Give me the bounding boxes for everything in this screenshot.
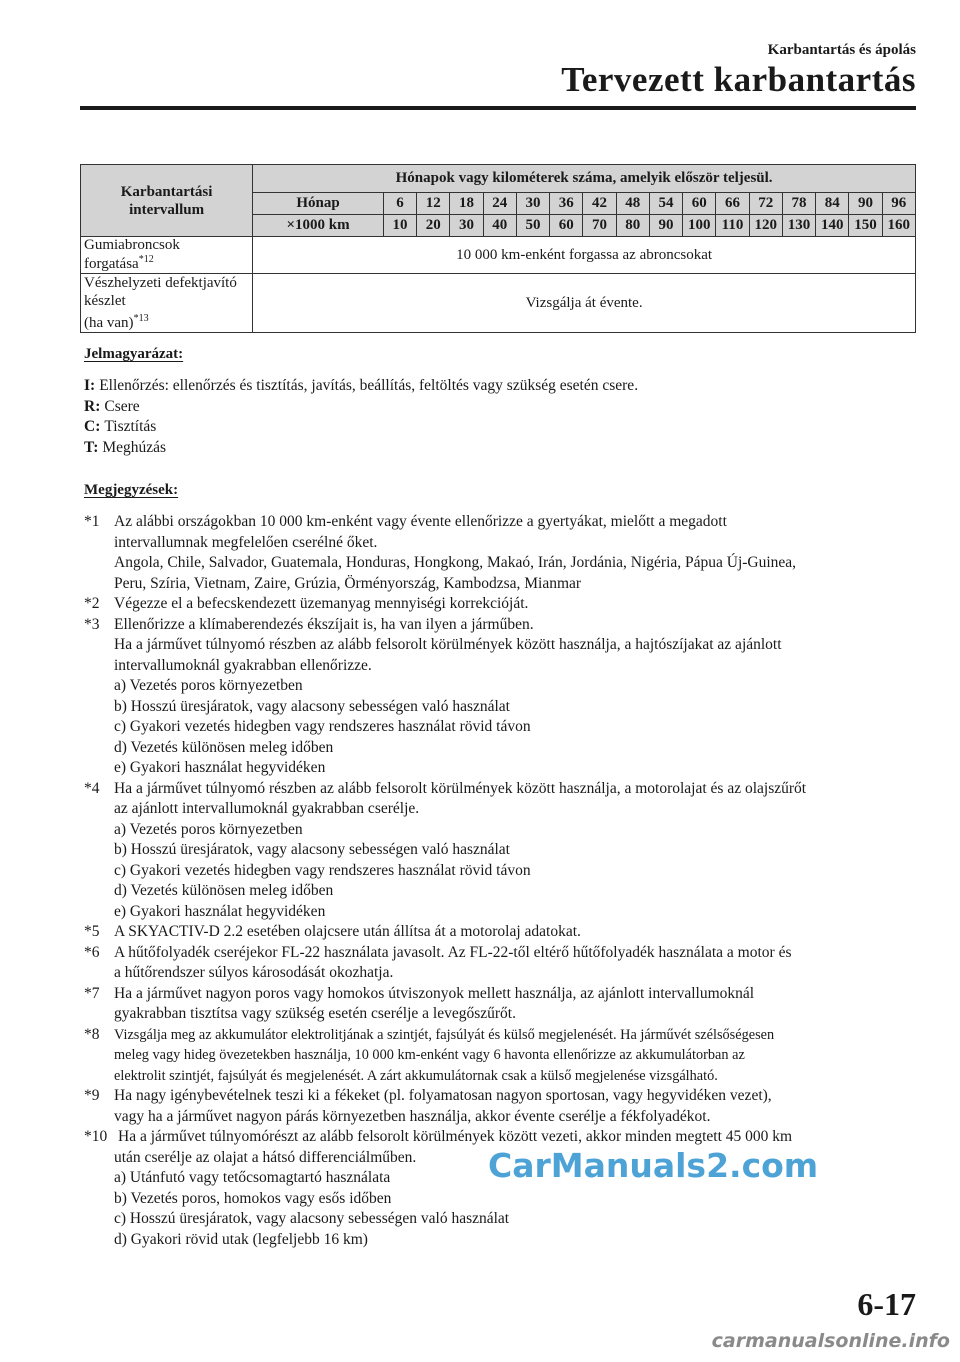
- month-cell: 24: [483, 193, 516, 215]
- note-5: *5 A SKYACTIV-D 2.2 esetében olajcsere után állítsa át a motorolaj adatokat.: [84, 923, 581, 940]
- km-cell: 70: [583, 215, 616, 237]
- month-cell: 54: [649, 193, 682, 215]
- month-cell: 42: [583, 193, 616, 215]
- note-9: *9 Ha nagy igénybevételnek teszi ki a fékeket (pl. folyamatosan nagyon sportosan, vagy hegyvidéken vezet), vagy ha a járművet nagyon párás környezetben használja, akkor évente cserélje a fékfolyadékot.: [84, 1087, 772, 1125]
- legend-item: T: Meghúzás: [84, 438, 167, 456]
- table-row-item: Vészhelyzeti defektjavító készlet (ha van)$^{*13}$: [81, 274, 253, 333]
- legend-heading: Jelmagyarázat:: [84, 346, 184, 362]
- km-cell: 160: [882, 215, 915, 237]
- month-cell: 96: [882, 193, 915, 215]
- span-header: Hónapok vagy kilométerek száma, amelyik először teljesül.: [253, 165, 916, 193]
- notes: [84, 512, 918, 1250]
- km-cell: 140: [816, 215, 849, 237]
- note-4: *4 Ha a járművet túlnyomó részben az alább felsorolt körülmények között használja, a motorolajat és az olajszűrőt az ajánlott intervallumoknál gyakrabban cserélje. a) Vezetés poros környezetben b) Hosszú üresjáratok, vagy alacsony sebességen való használat c) Gyakori vezetés hidegben vagy rendszeres használat rövid távon d) Vezetés különösen meleg időben e) Gyakori használat hegyvidéken: [84, 779, 807, 920]
- km-cell: 110: [716, 215, 749, 237]
- km-cell: 80: [616, 215, 649, 237]
- month-cell: 90: [849, 193, 882, 215]
- footer-site-link[interactable]: carmanualsonline.info: [711, 1330, 950, 1352]
- note-1: *1 Az alábbi országokban 10 000 km-enként vagy évente ellenőrizze a gyertyákat, mielőtt a megadott intervallumnak megfelelően cserélné őket. Angola, Chile, Salvador, Guatemala, Honduras, Hongkong, Makaó, Irán, Jordánia, Nigéria, Pápua Új-Guinea, Peru, Szíria, Vietnam, Zaire, Grúzia, Örményország, Kambodzsa, Mianmar: [84, 513, 797, 592]
- km-cell: 120: [749, 215, 782, 237]
- month-cell: 66: [716, 193, 749, 215]
- km-cell: 40: [483, 215, 516, 237]
- month-cell: 6: [383, 193, 416, 215]
- month-cell: 60: [683, 193, 716, 215]
- km-cell: 60: [550, 215, 583, 237]
- watermark: CarManuals2.com: [488, 1146, 819, 1185]
- month-cell: 30: [516, 193, 549, 215]
- km-cell: 130: [782, 215, 815, 237]
- km-cell: 50: [516, 215, 549, 237]
- note-10: *10 Ha a járművet túlnyomórészt az alább felsorolt körülmények között vezeti, akkor minden megtett 45 000 km után cserélje az olajat a hátsó differenciálműben. a) Utánfutó vagy tetőcsomagtartó használata b) Vezetés poros, homokos vagy esős időben c) Hosszú üresjáratok, vagy alacsony sebességen való használat d) Gyakori rövid utak (legfeljebb 16 km): [84, 1128, 793, 1248]
- month-cell: 72: [749, 193, 782, 215]
- section-label: Karbantartás és ápolás: [767, 42, 916, 58]
- km-cell: 20: [417, 215, 450, 237]
- month-cell: 12: [417, 193, 450, 215]
- note-7: *7 Ha a járművet nagyon poros vagy homokos útviszonyok mellett használja, az ajánlott intervallumoknál gyakrabban tisztítsa vagy szükség esetén cserélje a levegőszűrőt.: [84, 984, 755, 1022]
- km-cell: 150: [849, 215, 882, 237]
- km-label: ×1000 km: [253, 215, 384, 237]
- page-number: 6-17: [857, 1286, 916, 1322]
- km-cell: 90: [649, 215, 682, 237]
- month-cell: 78: [782, 193, 815, 215]
- page-title: Tervezett karbantartás: [561, 60, 916, 99]
- table-row-item: Gumiabroncsok forgatása$^{*12}$: [81, 237, 253, 274]
- legend-item: R: Csere: [84, 397, 140, 415]
- table-row-text: 10 000 km-enként forgassa az abroncsokat: [253, 237, 916, 274]
- note-6: *6 A hűtőfolyadék cseréjekor FL-22 használata javasolt. Az FL-22-től eltérő hűtőfolyadék használata a motor és a hűtőrendszer súlyos károsodását okozhatja.: [84, 943, 792, 981]
- month-cell: 18: [450, 193, 483, 215]
- maintenance-table: [80, 164, 916, 333]
- interval-header: Karbantartási intervallum: [81, 165, 253, 237]
- table-row-text: Vizsgálja át évente.: [253, 274, 916, 333]
- note-2: *2 Végezze el a befecskendezett üzemanyag mennyiségi korrekcióját.: [84, 595, 529, 612]
- legend-item: I: Ellenőrzés: ellenőrzés és tisztítás, javítás, beállítás, feltöltés vagy szükség esetén csere.: [84, 377, 639, 394]
- legend: [84, 376, 638, 458]
- month-cell: 84: [816, 193, 849, 215]
- notes-heading: Megjegyzések:: [84, 482, 179, 498]
- km-cell: 100: [683, 215, 716, 237]
- km-cell: 30: [450, 215, 483, 237]
- legend-item: C: Tisztítás: [84, 418, 157, 435]
- month-cell: 48: [616, 193, 649, 215]
- month-label: Hónap: [253, 193, 384, 215]
- km-cell: 10: [383, 215, 416, 237]
- note-8: *8 Vizsgálja meg az akkumulátor elektrolitjának a szintjét, fajsúlyát és külső megjelenését. Ha járművét szélsőségesen meleg vagy hideg övezetekben használja, 10 000 km-enként vagy 6 havonta ellenőrizze az akkumulátorban az elektrolit szintjét, fajsúlyát és megjelenését. A zárt akkumulátornak csak a külső megjelenése vizsgálható.: [84, 1025, 775, 1084]
- title-rule: [80, 106, 916, 110]
- month-cell: 36: [550, 193, 583, 215]
- note-3: *3 Ellenőrizze a klímaberendezés ékszíjait is, ha van ilyen a járműben. Ha a járművet túlnyomó részben az alább felsorolt körülmények között használja, a hajtószíjakat az ajánlott intervallumoknál gyakrabban ellenőrizze. a) Vezetés poros környezetben b) Hosszú üresjáratok, vagy alacsony sebességen való használat c) Gyakori vezetés hidegben vagy rendszeres használat rövid távon d) Vezetés különösen meleg időben e) Gyakori használat hegyvidéken: [84, 615, 782, 776]
